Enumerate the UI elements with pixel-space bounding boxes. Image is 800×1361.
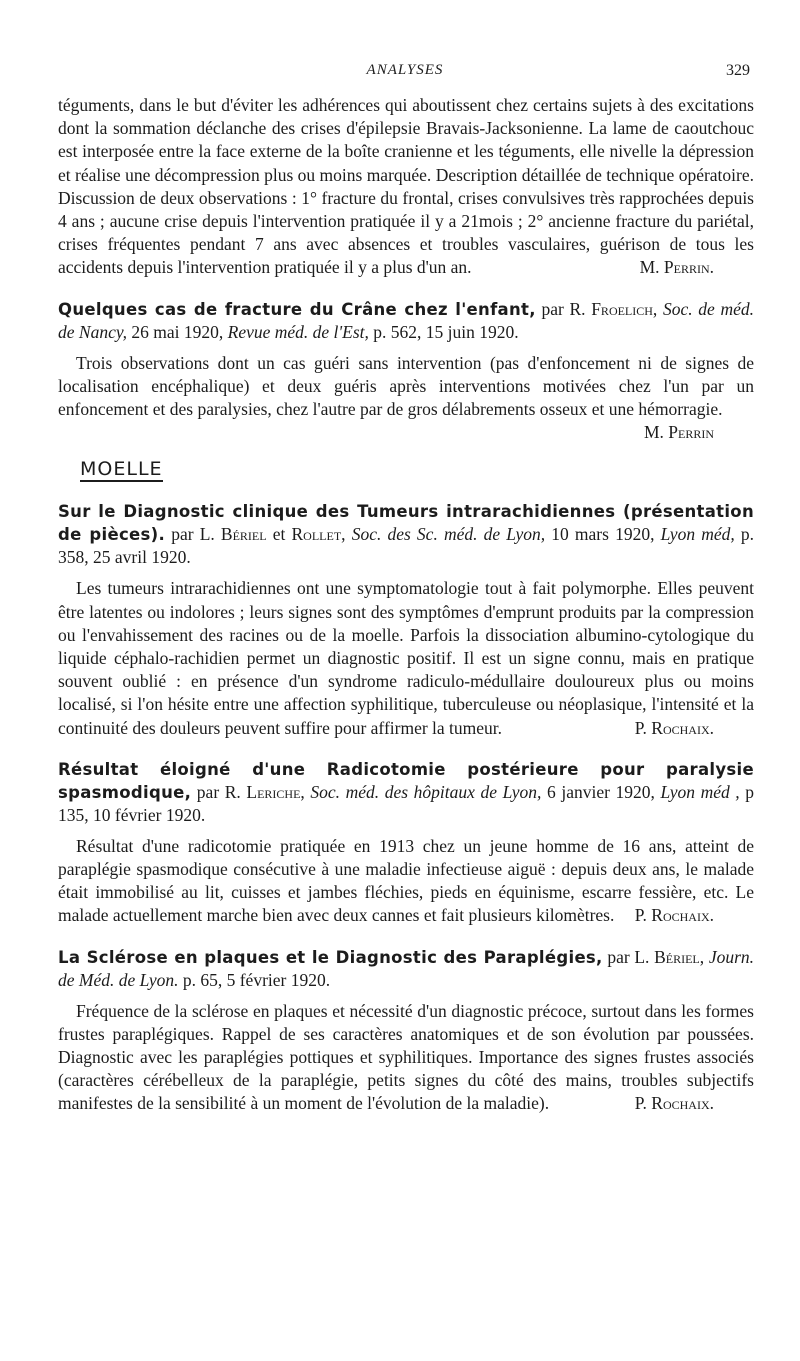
section-moelle [58, 444, 754, 482]
article-heading [58, 298, 754, 344]
page-number: 329 [726, 62, 750, 79]
signature: M. Perrin. [639, 257, 714, 278]
article-beriel [58, 946, 754, 1116]
meeting-date: 10 mars 1920, [551, 524, 655, 545]
signature: P. Rochaix. [634, 1093, 714, 1114]
running-title: ANALYSES [366, 62, 444, 78]
article-body [58, 835, 754, 928]
author-prefix: par R. [196, 781, 241, 802]
article-heading [58, 758, 754, 827]
pages: p 135, 10 février 1920. [58, 781, 755, 825]
source: Soc. des Sc. méd. de Lyon, [351, 524, 546, 545]
article-beriel-rollet [58, 500, 754, 739]
meeting-date: 26 mai 1920, [131, 321, 224, 342]
page-header [60, 62, 750, 86]
page-content [58, 94, 754, 1116]
article-body [58, 577, 754, 739]
author-name: Froelich, [591, 298, 658, 319]
author-prefix: par L. [607, 946, 650, 967]
pages: p. 358, 25 avril 1920. [58, 524, 755, 568]
journal: Lyon méd , [660, 781, 740, 802]
article-title: Quelques cas de fracture du Crâne chez l'enfant, [58, 299, 536, 319]
article-title: Sur le Diagnostic clinique des Tumeurs intrarachidiennes (présentation de pièces). [58, 502, 754, 545]
article-leriche [58, 758, 754, 928]
author-name: Leriche, [246, 781, 305, 802]
section-title: MOELLE [80, 458, 163, 481]
author-prefix: par R. [541, 298, 586, 319]
intro-paragraph-block [58, 94, 754, 280]
article-body-text: Trois observations dont un cas guéri sans intervention (pas d'enfoncement ni de signes de localisation encéphalique) et deux guéris après interventions motivées chez l'un par un enfoncement et des paralysies, chez l'autre par de gros délabrements osseux et une hémorragie. [58, 352, 754, 420]
article-body-text: Résultat d'une radicotomie pratiquée en 1913 chez un jeune homme de 16 ans, atteint de paraplégie spasmodique consécutive à une maladie infectieuse aiguë : depuis deux ans, le malade était immobilisé au lit, cuisses et jambes fléchies, pieds en équinisme, escarre fessière, etc. Le malade actuellement marche bien avec deux cannes et fait plusieurs kilomètres. [58, 835, 754, 926]
journal: Lyon méd, [660, 524, 735, 545]
pages: p. 65, 5 février 1920. [182, 969, 331, 990]
article-heading [58, 500, 754, 569]
journal: Journ. de Méd. de Lyon. [58, 946, 755, 990]
source: Soc. méd. des hôpitaux de Lyon, [310, 781, 542, 802]
author-name: Bériel, [654, 946, 705, 967]
journal: Revue méd. de l'Est, [227, 321, 369, 342]
author-conjunction: et [272, 524, 286, 545]
signature: P. Rochaix. [634, 717, 714, 738]
source: Soc. de méd. de Nancy, [58, 298, 754, 342]
article-body [58, 352, 754, 443]
intro-paragraph [58, 94, 754, 280]
intro-text: téguments, dans le but d'éviter les adhérences qui aboutissent chez certains sujets à des excitations dont la sommation déclanche des crises d'épilepsie Bravais-Jacksonienne. La lame de caoutchouc est interposée entre la face externe de la boîte cranienne et les téguments, elle nivelle la dépression et réalise une décompression plus ou moins marquée. Description détaillée de technique opératoire. Discussion de deux observations : 1° fracture du frontal, crises convulsives très rapprochées depuis 4 ans ; aucune crise depuis l'intervention pratiquée il y a 21mois ; 2° ancienne fracture du pariétal, crises fréquentes pendant 7 ans avec absences et troubles vasculaires, guérison de tous les accidents depuis l'intervention pratiquée il y a plus d'un an. [58, 95, 754, 278]
article-froelich [58, 298, 754, 445]
meeting-date: 6 janvier 1920, [547, 781, 655, 802]
author-name: Bériel [220, 524, 267, 545]
author-prefix: par L. [171, 524, 215, 545]
article-body-text: Les tumeurs intrarachidiennes ont une symptomatologie tout à fait polymorphe. Elles peuvent être latentes ou indolores ; leurs signes sont des symptômes d'emprunt produits par la compression ou l'envahissement des racines ou de la moelle. Parfois la dissociation albumino-cytologique du liquide céphalo-rachidien permet un diagnostic positif. Il est un signe connu, mais en pratique souvent oublié : en présence d'un syndrome radiculo-médullaire douloureux plus ou moins localisé, si l'on hésite entre une affection syphilitique, tuberculeuse ou néoplasique, l'intensité et la continuité des douleurs peuvent suffire pour affirmer la tumeur. [58, 578, 754, 738]
author-name: Rollet, [291, 524, 346, 545]
signature: M. Perrin [643, 422, 714, 443]
article-title: La Sclérose en plaques et le Diagnostic des Paraplégies, [58, 947, 603, 967]
signature: P. Rochaix. [634, 905, 714, 926]
pages: p. 562, 15 juin 1920. [373, 321, 519, 342]
article-body-text: Fréquence de la sclérose en plaques et nécessité d'un diagnostic précoce, surtout dans les formes frustes paraplégiques. Rappel de ses caractères anatomiques et de son évolution par poussées. Diagnostic avec les paraplégies pottiques et syphilitiques. Importance des signes frustes associés (caractères cérébelleux de la paraplégie, petits signes du côté des mains, troubles subjectifs manifestes de la sensibilité à un moment de l'évolution de la maladie). [58, 1000, 754, 1114]
article-heading [58, 946, 754, 992]
article-title: Résultat éloigné d'une Radicotomie postérieure pour paralysie spasmodique, [58, 759, 754, 802]
article-body [58, 1000, 754, 1116]
